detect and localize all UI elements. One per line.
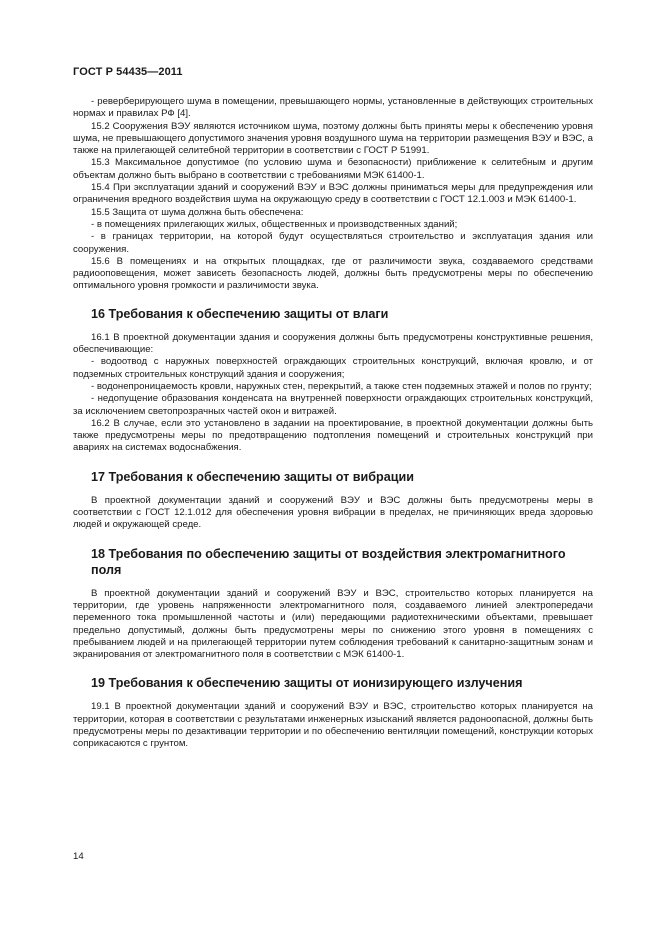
paragraph: В проектной документации зданий и сооружений ВЭУ и ВЭС, строительство которых планируется на территории, где уровень напряженности электромагнитного поля, создаваемого линией электропередачи переменного тока промышленной частоты и (или) передающими радиотехническими объектами, превышает предельно допустимый, должны быть предусмотрены меры по снижению этого уровня в помещениях с пребыванием людей и на прилегающей территории путем соблюдения требований к санитарно-защитным зонам и экранирования от электромагнитного поля в соответствии с МЭК 61400-1. [73,587,593,661]
paragraph: 15.4 При эксплуатации зданий и сооружений ВЭУ и ВЭС должны приниматься меры для предупреждения или ограничения вредного воздействия шума на окружающую среду в соответствии с ГОСТ 12.1.003 и МЭК 61400-1. [73,182,593,206]
section-18-heading: 18 Требования по обеспечению защиты от воздействия электромагнитного поля [91,546,566,577]
paragraph: 16.2 В случае, если это установлено в задании на проектирование, в проектной документации должны быть также предусмотрены меры по предотвращению подтопления помещений и строительных конструкций при авариях на системах водоснабжения. [73,417,593,454]
paragraph: - водонепроницаемость кровли, наружных стен, перекрытий, а также стен подземных этажей и полов по грунту; [91,380,592,392]
paragraph: 16.1 В проектной документации здания и сооружения должны быть предусмотрены конструктивные решения, обеспечивающие: [73,331,593,356]
section-17-heading: 17 Требования к обеспечению защиты от вибрации [91,469,414,484]
paragraph: - в границах территории, на которой будут осуществляться строительство и эксплуатация здания или сооружения. [73,231,593,255]
paragraph: 15.6 В помещениях и на открытых площадках, где от различимости звука, создаваемого средствами радиооповещения, может зависеть безопасность людей, должны быть предусмотрены меры по обеспечению оптимального уровня громкости и различимости звука. [73,255,593,292]
paragraph: - водоотвод с наружных поверхностей ограждающих строительных конструкций, включая кровлю, и от подземных строительных конструкций здания и сооружения; [73,356,593,380]
section-19-heading: 19 Требования к обеспечению защиты от ионизирующего излучения [91,676,523,691]
page-number: 14 [73,851,84,862]
paragraph: 15.2 Сооружения ВЭУ являются источником шума, поэтому должны быть приняты меры к обеспечению уровня шума, не превышающего допустимого значения уровня воздушного шума на территории размещения ВЭУ и ВЭС, а также на прилегающей селитебной территории в соответствии с ГОСТ Р 51991. [73,120,593,157]
paragraph: В проектной документации зданий и сооружений ВЭУ и ВЭС должны быть предусмотрены меры в соответствии с ГОСТ 12.1.012 для обеспечения уровня вибрации в пределах, не причиняющих вреда здоровью людей и окружающей среде. [73,494,593,531]
document-body [73,96,593,751]
document-header: ГОСТ Р 54435—2011 [73,66,183,78]
paragraph: 19.1 В проектной документации зданий и сооружений ВЭУ и ВЭС, строительство которых планируется на территории, которая в соответствии с результатами инженерных изысканий является радоноопасной, должны быть предусмотрены меры по дезактивации территории и по обеспечению вентиляции помещений, конструкции которых соприкасаются с грунтом. [73,701,593,750]
paragraph: - недопущение образования конденсата на внутренней поверхности ограждающих строительных конструкций, за исключением светопрозрачных частей окон и витражей. [73,393,593,417]
paragraph: 15.5 Защита от шума должна быть обеспечена: [91,206,304,218]
paragraph: 15.3 Максимальное допустимое (по условию шума и безопасности) приближение к селитебным и другим объектам должно быть выбрано в соответствии с требованиями МЭК 61400-1. [73,157,593,181]
paragraph: - реверберирующего шума в помещении, превышающего нормы, установленные в действующих строительных нормах и правилах РФ [4]. [73,96,593,120]
paragraph: - в помещениях прилегающих жилых, общественных и производственных зданий; [91,218,458,230]
section-16-heading: 16 Требования к обеспечению защиты от влаги [91,306,389,321]
